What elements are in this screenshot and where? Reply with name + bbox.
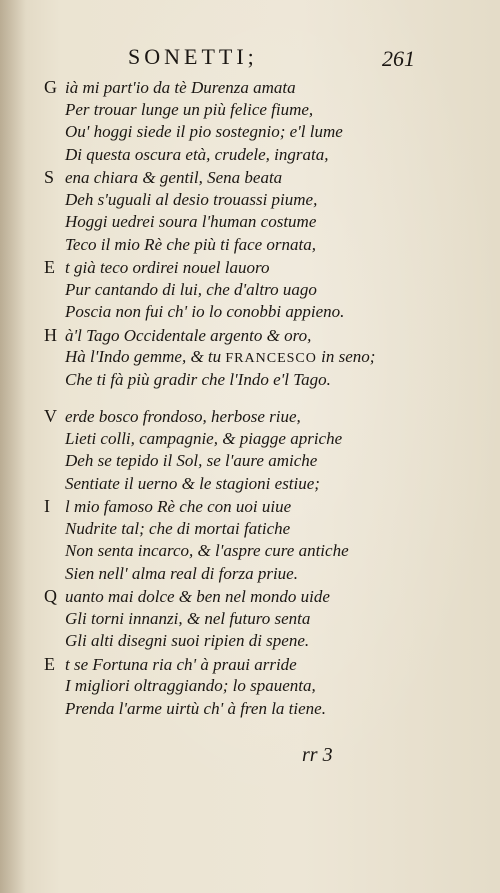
verse-line <box>44 495 484 518</box>
verse-text: t se Fortuna ria ch' à praui arride <box>65 654 297 674</box>
verse-line <box>44 211 484 234</box>
verse-line <box>44 144 484 167</box>
verse-text: Gli alti disegni suoi ripien di spene. <box>65 631 310 650</box>
verse-line <box>44 301 484 324</box>
verse-text: Poscia non fui ch' io lo conobbi appieno. <box>65 302 345 321</box>
stanza-initial: G <box>44 77 57 97</box>
verse-line <box>44 585 484 608</box>
verse-text: Pur cantando di lui, che d'altro uago <box>65 279 317 299</box>
verse-text: t già teco ordirei nouel lauoro <box>65 258 270 277</box>
verse-text: Nudrite tal; che di mortai fatiche <box>65 518 291 538</box>
sonnet-1 <box>44 76 484 391</box>
verse-text: Deh se tepido il Sol, se l'aure amiche <box>65 451 318 470</box>
verse-line <box>44 324 484 347</box>
page-header <box>0 44 500 74</box>
verse-line <box>44 121 484 144</box>
verse-line <box>44 234 484 257</box>
verse-text: erde bosco frondoso, herbose riue, <box>65 407 301 426</box>
verse-text: I migliori oltraggiando; lo spauenta, <box>65 676 316 695</box>
stanza-initial: Q <box>44 586 57 606</box>
verse-text: Ou' hoggi siede il pio sostegnio; e'l lume <box>65 122 343 141</box>
verse-text: Hà l'Indo gemme, & tu <box>65 347 226 366</box>
sonnet-2 <box>44 405 484 720</box>
verse-line <box>44 675 484 698</box>
verse-line <box>44 473 484 496</box>
stanza-initial: E <box>44 257 55 277</box>
stanza-initial: E <box>44 653 55 674</box>
verse-text: Lieti colli, campagnie, & piagge apriche <box>65 428 343 448</box>
poem-body <box>44 76 484 720</box>
verse-text: uanto mai dolce & ben nel mondo uide <box>65 587 330 606</box>
verse-line <box>44 518 484 541</box>
page-gutter-shadow <box>0 0 26 893</box>
verse-line <box>44 166 484 189</box>
verse-text: l mio famoso Rè che con uoi uiue <box>65 497 292 516</box>
verse-text: à'l Tago Occidentale argento & oro, <box>65 325 312 345</box>
verse-text: Sentiate il uerno & le stagioni estiue; <box>65 473 320 493</box>
verse-line <box>44 540 484 563</box>
verse-line <box>44 346 484 369</box>
verse-text: Teco il mio Rè che più ti face ornata, <box>65 234 317 254</box>
verse-line <box>44 630 484 653</box>
stanza-initial: I <box>44 496 50 516</box>
running-title: SONETTI; <box>128 44 258 69</box>
verse-text: Non senta incarco, & l'aspre cure antiche <box>65 541 349 560</box>
verse-line <box>44 369 484 392</box>
stanza-initial: S <box>44 167 55 187</box>
verse-text: ià mi part'io da tè Durenza amata <box>65 78 296 97</box>
page-number: 261 <box>382 46 415 71</box>
verse-line <box>44 450 484 473</box>
verse-text: Per trouar lunge un più felice fiume, <box>65 99 314 119</box>
verse-text: Di questa oscura età, crudele, ingrata, <box>65 144 329 164</box>
verse-line <box>44 653 484 676</box>
verse-text: Gli torni innanzi, & nel futuro senta <box>65 608 311 628</box>
verse-line <box>44 76 484 99</box>
catchword-signature: rr 3 <box>302 744 333 766</box>
verse-line <box>44 189 484 212</box>
verse-text: ena chiara & gentil, Sena beata <box>65 168 283 187</box>
verse-line <box>44 608 484 631</box>
verse-line <box>44 405 484 428</box>
verse-text: in seno; <box>316 347 376 366</box>
verse-text: Sien nell' alma real di forza priue. <box>65 563 298 583</box>
name-smallcaps: FRANCESCO <box>225 351 317 366</box>
verse-line <box>44 279 484 302</box>
verse-text: Deh s'uguali al desio trouassi piume, <box>65 189 318 209</box>
verse-line <box>44 698 484 721</box>
verse-line <box>44 563 484 586</box>
stanza-initial: V <box>44 406 57 426</box>
stanza-initial: H <box>44 324 57 345</box>
verse-line <box>44 428 484 451</box>
verse-text: Prenda l'arme uirtù ch' à fren la tiene. <box>65 698 326 718</box>
verse-line <box>44 99 484 122</box>
verse-line <box>44 256 484 279</box>
verse-text: Hoggi uedrei soura l'human costume <box>65 212 317 231</box>
verse-text: Che ti fà più gradir che l'Indo e'l Tago. <box>65 369 331 389</box>
